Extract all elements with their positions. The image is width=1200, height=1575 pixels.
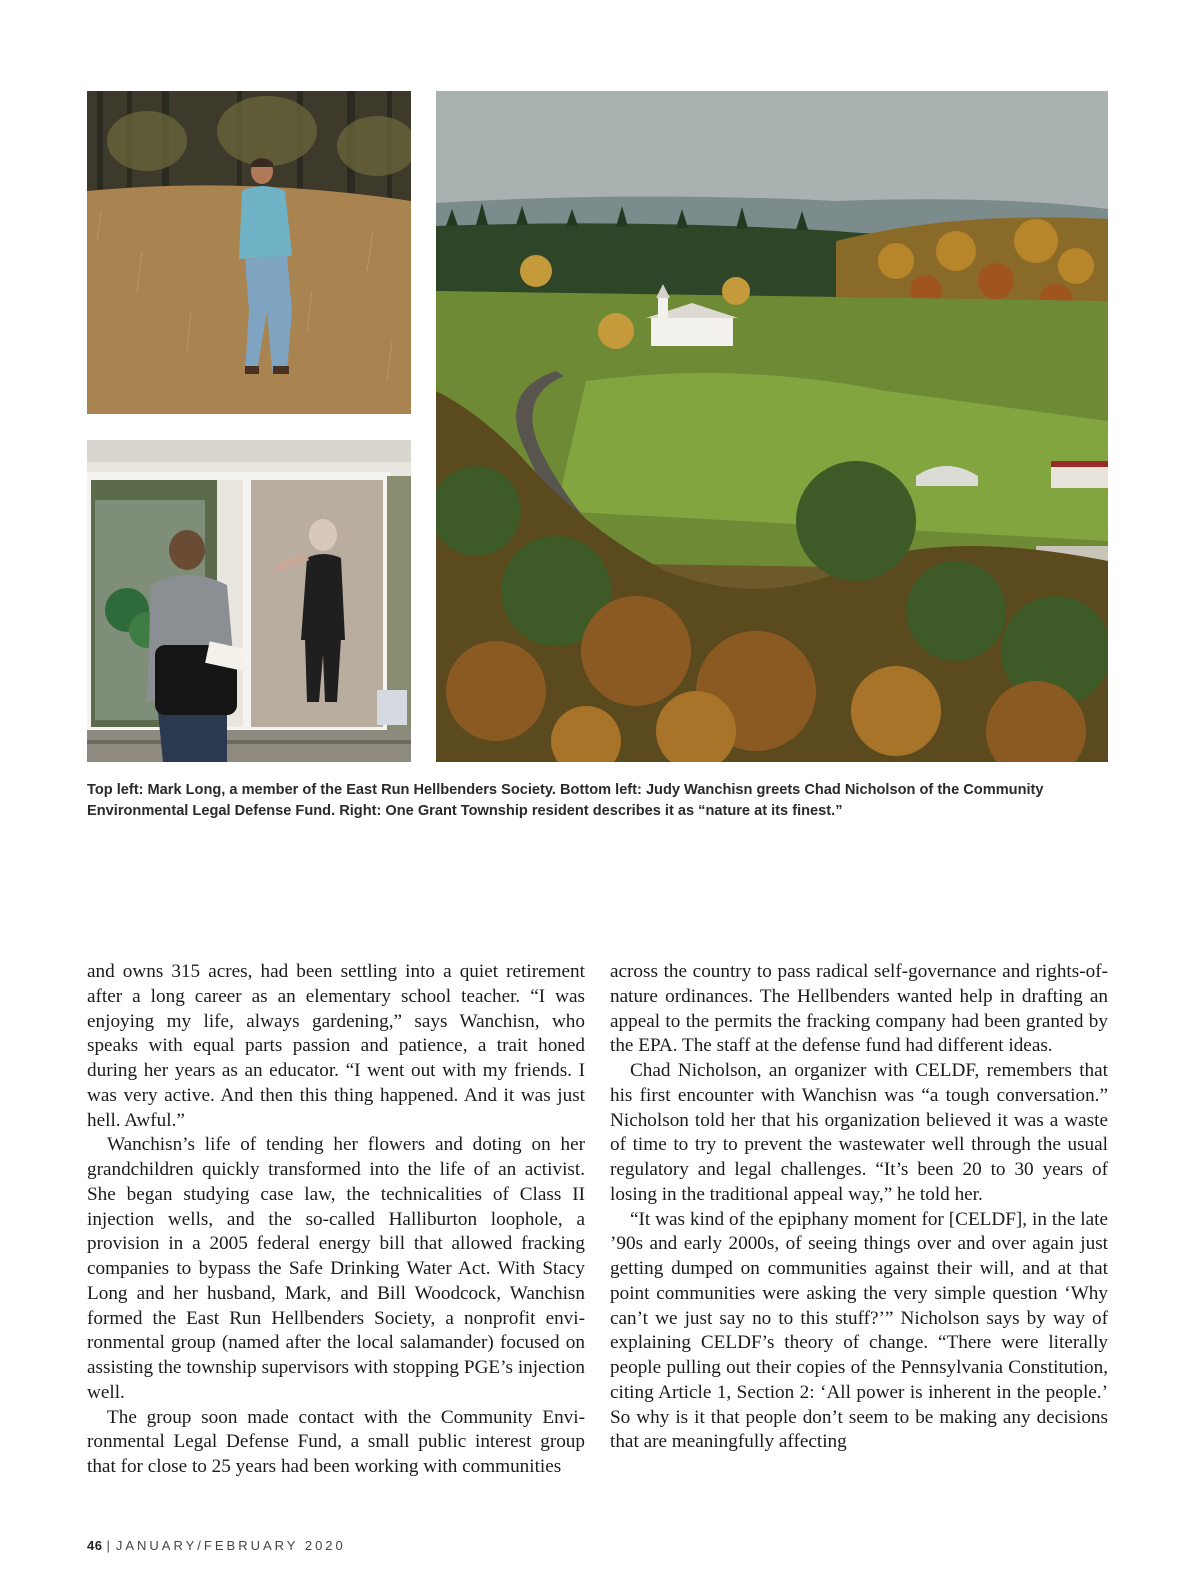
footer-separator: | bbox=[106, 1538, 110, 1553]
page-footer bbox=[87, 1538, 346, 1553]
article-paragraph: Wanchisn’s life of tending her flowers and doting on her grandchildren quickly transformed into the life of an activist. She began studying case law, the technicalities of Class II injection wells, and the so-called Halliburton loophole, a provision in a 2005 federal energy bill that allowed fracking companies to bypass the Safe Drinking Water Act. With Stacy Long and her husband, Mark, and Bill Woodcock, Wanchisn formed the East Run Hellbenders Society, a nonprofit environmental group (named after the local salamander) focused on assisting the township supervisors with stopping PGE’s injection well. bbox=[87, 1134, 585, 1403]
article-paragraph: Chad Nicholson, an organizer with CELDF, remembers that his first encounter with Wanchisn was “a tough conversation.” Nicholson told her that his organization believed it was a waste of time to try to prevent the wastewater well through the usual regulatory and legal challenges. “It’s been 20 to 30 years of losing in the traditional appeal way,” he told her. bbox=[610, 1060, 1108, 1205]
page-number: 46 bbox=[87, 1538, 103, 1553]
photo-mark-long bbox=[87, 91, 411, 414]
article-column-right bbox=[610, 960, 1108, 1455]
article-paragraph: The group soon made contact with the Community Environmental Legal Defense Fund, a small public interest group that for close to 25 years had been working with communities bbox=[87, 1406, 585, 1477]
photo-grant-township bbox=[436, 91, 1108, 762]
article-column-left bbox=[87, 960, 585, 1480]
photo-caption: Top left: Mark Long, a member of the East Run Hellbenders Society. Bottom left: Judy Wanchisn greets Chad Nicholson of the Community Environmental Legal Defense Fund. Right: One Grant Township resident describes it as “nature at its finest.” bbox=[87, 782, 1044, 819]
photo-mark-long-image bbox=[87, 91, 411, 414]
issue-date: JANUARY/FEBRUARY 2020 bbox=[115, 1538, 346, 1553]
article-paragraph: across the country to pass radical self-governance and rights-of-nature ordinances. The Hellbenders wanted help in drafting an appeal to the permits the fracking company had been granted by the EPA. The staff at the defense fund had different ideas. bbox=[610, 961, 1108, 1057]
article-paragraph: and owns 315 acres, had been settling into a quiet retirement after a long career as an elementary school teacher. “I was enjoying my life, always gardening,” says Wanchisn, who speaks with equal parts passion and patience, a trait honed during her years as an educator. “I went out with my friends. I was very active. And then this thing happened. And it was just hell. Awful.” bbox=[87, 961, 585, 1131]
article-paragraph: “It was kind of the epiphany moment for [CELDF], in the late ’90s and early 2000s, of seeing things over and over again just getting dumped on communities against their will, and at that point communities were asking the very simple question ‘Why can’t we just say no to this stuff?’” Nicholson says by way of explaining CELDF’s theory of change. “There were literally people pulling out their copies of the Pennsylvania Constitution, citing Article 1, Section 2: ‘All power is inherent in the people.’ So why is it that people don’t seem to be making any decisions that are meaningfully affecting bbox=[610, 1208, 1108, 1453]
photo-judy-wanchisn bbox=[87, 440, 411, 762]
photo-grant-township-image bbox=[436, 91, 1108, 762]
photo-judy-wanchisn-image bbox=[87, 440, 411, 762]
